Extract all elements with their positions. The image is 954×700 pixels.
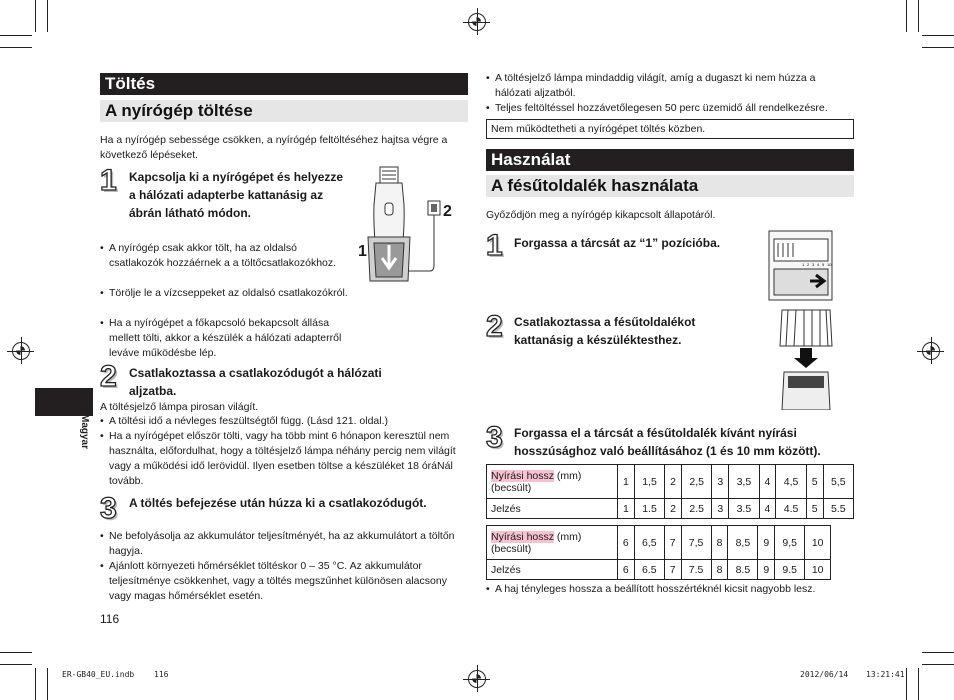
unit-label: (mm) <box>554 530 582 543</box>
table-row <box>487 499 854 519</box>
dial-ticks <box>800 256 840 270</box>
step-number: 1 <box>486 229 503 262</box>
table-cell: 6 <box>618 526 635 560</box>
table-cell: 6.5 <box>634 560 664 580</box>
registration-mark-icon <box>21 337 22 364</box>
table-cell: 9 <box>758 560 775 580</box>
unit-label: (mm) <box>554 469 582 482</box>
list-item: • A haj tényleges hossza a beállított hosszértéknél kicsit nagyobb lesz. <box>486 582 854 597</box>
language-tab <box>35 388 93 416</box>
table-cell: 1 <box>618 499 635 519</box>
table-cell: 2 <box>665 465 682 499</box>
crop-mark <box>922 664 954 665</box>
figure-label-2: 2 <box>443 203 452 220</box>
table-cell: 5.5 <box>823 499 853 519</box>
table-cell: 7.5 <box>681 560 711 580</box>
crop-mark <box>918 668 919 700</box>
step-number: 2 <box>486 310 503 343</box>
crop-mark <box>0 35 32 36</box>
length-table-2 <box>486 525 831 580</box>
crop-mark <box>906 0 907 32</box>
table-cell: 8.5 <box>728 560 758 580</box>
warning-box: Nem működtetheti a nyírógépet töltés közben. <box>486 119 854 139</box>
table-row <box>487 560 831 580</box>
table-header-cell: Jelzés <box>487 499 618 519</box>
intro-text: Ha a nyírógép sebessége csökken, a nyírógép feltöltéséhez hajtsa végre a következő lépéseket. <box>100 134 448 161</box>
language-label: Magyar <box>79 414 90 450</box>
step-number: 1 <box>100 164 117 197</box>
subsection-title-charging: A nyírógép töltése <box>100 100 468 122</box>
list-item: • Teljes feltöltéssel hozzávetőlegesen 50 perc üzemidő áll rendelkezésre. <box>486 101 854 116</box>
registration-mark-icon <box>477 8 478 35</box>
dial-tick-label: 10 <box>827 262 832 267</box>
footer-date: 2012/06/14 <box>800 670 849 679</box>
footer-time: 13:21:41 <box>866 670 905 679</box>
crop-mark <box>47 668 48 700</box>
table-cell: 1 <box>618 465 635 499</box>
table-cell: 4 <box>759 465 776 499</box>
estimated-label: (becsült) <box>491 542 532 555</box>
table-cell: 9 <box>758 526 775 560</box>
crop-mark <box>918 0 919 32</box>
list-item: • Ha a nyírógépet a főkapcsoló bekapcsolt állása mellett tölti, akkor a készülék a hálózati adapterről leváve működésbe lép. <box>100 316 350 361</box>
table-cell: 7 <box>664 560 681 580</box>
step-text: Forgassa el a tárcsát a fésűtoldalék kívánt nyírási hosszúsághoz való beállításához (1 és 10 mm között). <box>514 426 821 458</box>
table-cell: 9.5 <box>775 560 805 580</box>
step-text: A töltés befejezése után húzza ki a csatlakozódugót. <box>129 496 427 510</box>
crop-mark <box>35 0 36 32</box>
table-cell: 5,5 <box>823 465 853 499</box>
crop-mark <box>35 668 36 700</box>
crop-mark <box>906 668 907 700</box>
list-item: • Törölje le a vízcseppeket az oldalsó csatlakozókról. <box>100 286 350 301</box>
table-cell: 8 <box>711 526 728 560</box>
table-cell: 4,5 <box>776 465 806 499</box>
step-text: Csatlakoztassa a csatlakozódugót a hálózati aljzatba. <box>129 366 382 398</box>
list-item: • Ha a nyírógépet először tölti, vagy ha több mint 6 hónapon keresztül nem használta, előfordulhat, hogy a töltésjelző lámpa néhány percig nem világít vagy a működési idő lerövidül. Ilyen esetben töltse a készüléket 18 óráNál tovább. <box>100 429 460 489</box>
footer-file: ER-GB40_EU.indb <box>62 670 135 679</box>
step-text: Kapcsolja ki a nyírógépet és helyezze a hálózati adapterbe kattanásig az ábrán látható módon. <box>129 170 344 220</box>
table-row <box>487 465 854 499</box>
step-number: 2 <box>100 360 117 393</box>
step-number: 3 <box>486 421 503 454</box>
intro-text: Győződjön meg a nyírógép kikapcsolt állapotáról. <box>486 209 716 221</box>
subsection-title-comb: A fésűtoldalék használata <box>486 175 854 197</box>
table-header-cell <box>487 526 618 560</box>
table-cell: 7 <box>664 526 681 560</box>
section-title-charging: Töltés <box>100 73 468 95</box>
table-cell: 1,5 <box>634 465 664 499</box>
crop-mark <box>922 47 954 48</box>
dial-tick-label: 1 <box>802 262 805 267</box>
table-cell: 10 <box>805 560 831 580</box>
table-cell: 4 <box>759 499 776 519</box>
table-cell: 7,5 <box>681 526 711 560</box>
list-item: • Ajánlott környezeti hőmérséklet töltéskor 0 – 35 °C. Az akkumulátor teljesítménye csökkenhet, vagy a töltés megszűnhet különösen alacsony vagy magas hőmérséklet esetén. <box>100 559 468 604</box>
crop-mark <box>0 652 32 653</box>
figure-label-1: 1 <box>358 243 367 260</box>
comb-attachment-illustration <box>772 306 840 410</box>
table-cell: 3,5 <box>729 465 759 499</box>
table-cell: 1.5 <box>634 499 664 519</box>
length-table-1 <box>486 464 854 519</box>
table-cell: 9,5 <box>775 526 805 560</box>
table-cell: 4.5 <box>776 499 806 519</box>
step-text: Csatlakoztassa a fésűtoldalékot kattanásig a készüléktesthez. <box>514 315 696 347</box>
table-cell: 3.5 <box>729 499 759 519</box>
dial-tick-label: 3 <box>812 262 815 267</box>
dial-tick-label: 2 <box>807 262 810 267</box>
crop-mark <box>922 35 954 36</box>
table-cell: 3 <box>712 499 729 519</box>
estimated-label: (becsült) <box>491 481 532 494</box>
table-cell: 2.5 <box>681 499 711 519</box>
table-cell: 5 <box>806 465 823 499</box>
table-cell: 10 <box>805 526 831 560</box>
section-title-usage: Használat <box>486 149 854 171</box>
footer-page: 116 <box>154 670 169 679</box>
crop-mark <box>922 652 954 653</box>
step-note: A töltésjelző lámpa pirosan világít. <box>100 401 259 413</box>
list-item: • A nyírógép csak akkor tölt, ha az oldalsó csatlakozók hozzáérnek a a töltőcsatlakozókhoz. <box>100 241 350 271</box>
crop-mark <box>0 664 32 665</box>
table-cell: 6,5 <box>634 526 664 560</box>
length-label: Nyírási hossz <box>491 469 555 482</box>
table-cell: 8 <box>711 560 728 580</box>
table-row <box>487 526 831 560</box>
table-cell: 5 <box>806 499 823 519</box>
page-number: 116 <box>100 612 120 626</box>
table-header-cell <box>487 465 618 499</box>
registration-mark-icon <box>931 337 932 364</box>
table-cell: 2,5 <box>681 465 711 499</box>
table-cell: 2 <box>665 499 682 519</box>
step-number: 3 <box>100 492 117 525</box>
table-cell: 8,5 <box>728 526 758 560</box>
list-item: • A töltési idő a névleges feszültségtől függ. (Lásd 121. oldal.) <box>100 414 468 429</box>
list-item: • Ne befolyásolja az akkumulátor teljesítményét, ha az akkumulátort a töltőn hagyja. <box>100 529 468 559</box>
registration-mark-icon <box>477 665 478 692</box>
dial-tick-label: 4 <box>817 262 820 267</box>
table-cell: 6 <box>618 560 635 580</box>
table-header-cell: Jelzés <box>487 560 618 580</box>
table-cell: 3 <box>712 465 729 499</box>
crop-mark <box>0 47 32 48</box>
crop-mark <box>47 0 48 32</box>
dial-tick-label: 5 <box>822 262 825 267</box>
list-item: • A töltésjelző lámpa mindaddig világít, amíg a dugaszt ki nem húzza a hálózati aljzatból. <box>486 71 854 101</box>
step-text: Forgassa a tárcsát az “1” pozícióba. <box>514 236 721 250</box>
charger-illustration <box>352 165 467 287</box>
length-label: Nyírási hossz <box>491 530 555 543</box>
